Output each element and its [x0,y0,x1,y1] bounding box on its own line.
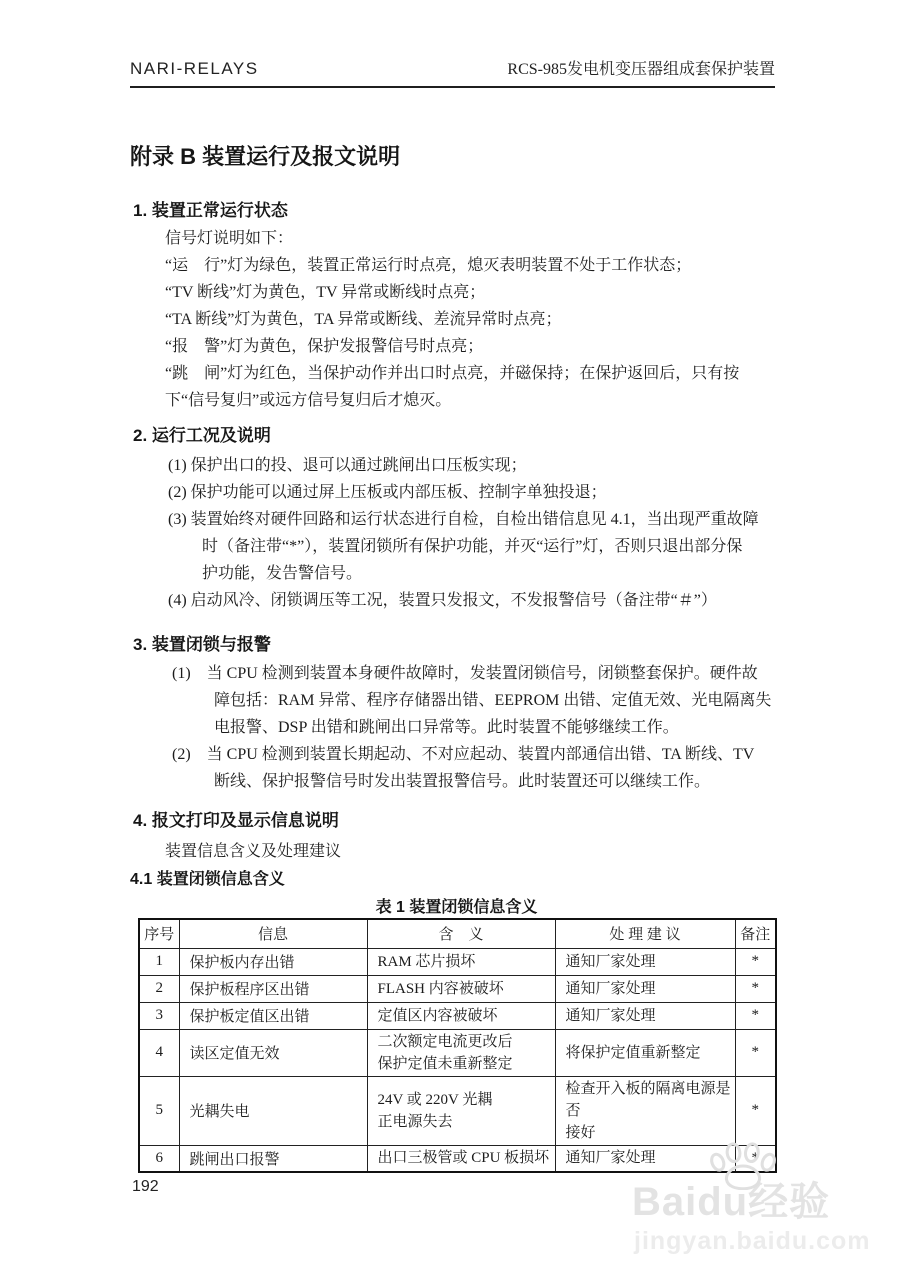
watermark-brand-text: Baidu经验 [632,1180,831,1224]
header-doc-title: RCS-985发电机变压器组成套保护装置 [507,61,775,78]
text-line: “运 行”灯为绿色，装置正常运行时点亮，熄灭表明装置不处于工作状态； [165,257,692,274]
table-caption: 表 1 装置闭锁信息含义 [375,899,538,916]
text-line: “报 警”灯为黄色，保护发报警信号时点亮； [165,338,484,355]
watermark-url: jingyan.baidu.com [634,1227,871,1255]
cell-info: 光耦失电 [179,1076,367,1145]
cell-advice: 通知厂家处理 [555,1145,735,1172]
list-item: (2) 当 CPU 检测到装置长期起动、不对应起动、装置内部通信出错、TA 断线、TV [172,746,755,763]
text-line: “TV 断线”灯为黄色，TV 异常或断线时点亮； [165,284,486,301]
cell-note: * [735,1145,776,1172]
section-2-body [130,452,795,614]
cell-meaning: 出口三极管或 CPU 板损坏 [367,1145,555,1172]
cell-note: * [735,948,776,975]
text-line: “TA 断线”灯为黄色，TA 异常或断线、差流异常时点亮； [165,311,562,328]
col-header-no: 序号 [139,919,179,948]
cell-meaning: 定值区内容被破坏 [367,1002,555,1029]
cell-meaning: RAM 芯片损坏 [367,948,555,975]
text-line: 电报警、DSP 出错和跳闸出口异常等。此时装置不能够继续工作。 [214,719,679,736]
cell-meaning: 二次额定电流更改后 保护定值未重新整定 [367,1029,555,1076]
text-line: 装置信息含义及处理建议 [165,843,342,860]
cell-note: * [735,1002,776,1029]
table-row [139,1002,776,1029]
cell-no: 2 [139,975,179,1002]
text-line: 下“信号复归”或远方信号复归后才熄灭。 [165,392,452,409]
cell-no: 1 [139,948,179,975]
cell-note: * [735,975,776,1002]
section-4-heading: 4. 报文打印及显示信息说明 [133,811,339,830]
cell-note: * [735,1076,776,1145]
cell-meaning: FLASH 内容被破坏 [367,975,555,1002]
brand-logo-text: NARI-RELAYS [130,59,259,78]
section-4-body [130,838,795,865]
text-line: 护功能，发告警信号。 [202,565,363,582]
watermark [632,1144,902,1256]
text-line: 时（备注带“*”），装置闭锁所有保护功能，并灭“运行”灯，否则只退出部分保 [202,538,743,555]
cell-note: * [735,1029,776,1076]
list-item: (4) 启动风冷、闭锁调压等工况，装置只发报文，不发报警信号（备注带“＃”） [168,592,717,609]
cell-advice: 检查开入板的隔离电源是否 接好 [555,1076,735,1145]
text-line: 障包括：RAM 异常、程序存储器出错、EEPROM 出错、定值无效、光电隔离失 [214,692,772,709]
table-header-row [139,919,776,948]
cell-advice: 将保护定值重新整定 [555,1029,735,1076]
cell-advice: 通知厂家处理 [555,1002,735,1029]
cell-info: 保护板内存出错 [179,948,367,975]
text-line: “跳 闸”灯为红色，当保护动作并出口时点亮，并磁保持；在保护返回后，只有按 [165,365,740,382]
cell-advice: 通知厂家处理 [555,948,735,975]
section-3-heading: 3. 装置闭锁与报警 [133,635,271,654]
table-row [139,975,776,1002]
cell-no: 6 [139,1145,179,1172]
list-item: (1) 保护出口的投、退可以通过跳闸出口压板实现； [168,457,527,474]
page-number: 192 [132,1178,159,1195]
section-3-body [130,660,795,795]
cell-info: 跳闸出口报警 [179,1145,367,1172]
cell-no: 5 [139,1076,179,1145]
cell-info: 保护板程序区出错 [179,975,367,1002]
col-header-meaning: 含 义 [367,919,555,948]
cell-no: 3 [139,1002,179,1029]
list-item: (1) 当 CPU 检测到装置本身硬件故障时，发装置闭锁信号，闭锁整套保护。硬件故 [172,665,758,682]
paw-icon [704,1142,782,1190]
cell-info: 读区定值无效 [179,1029,367,1076]
list-item: (2) 保护功能可以通过屏上压板或内部压板、控制字单独投退； [168,484,607,501]
col-header-note: 备注 [735,919,776,948]
cell-no: 4 [139,1029,179,1076]
section-2-heading: 2. 运行工况及说明 [133,426,271,445]
table-row [139,1076,776,1145]
cell-advice: 通知厂家处理 [555,975,735,1002]
cell-meaning: 24V 或 220V 光耦 正电源失去 [367,1076,555,1145]
col-header-advice: 处 理 建 议 [555,919,735,948]
cell-info: 保护板定值区出错 [179,1002,367,1029]
section-4-1-heading: 4.1 装置闭锁信息含义 [130,871,285,888]
text-line: 断线、保护报警信号时发出装置报警信号。此时装置还可以继续工作。 [214,773,711,790]
col-header-info: 信息 [179,919,367,948]
section-1-heading: 1. 装置正常运行状态 [133,201,288,220]
list-item: (3) 装置始终对硬件回路和运行状态进行自检，自检出错信息见 4.1，当出现严重故障 [168,511,759,528]
page-title: 附录 B 装置运行及报文说明 [130,144,401,169]
section-1-body [130,225,795,414]
blocking-info-table [138,918,777,1173]
page-header [130,56,775,88]
table-row [139,1029,776,1076]
text-line: 信号灯说明如下： [165,230,294,247]
table-row [139,948,776,975]
